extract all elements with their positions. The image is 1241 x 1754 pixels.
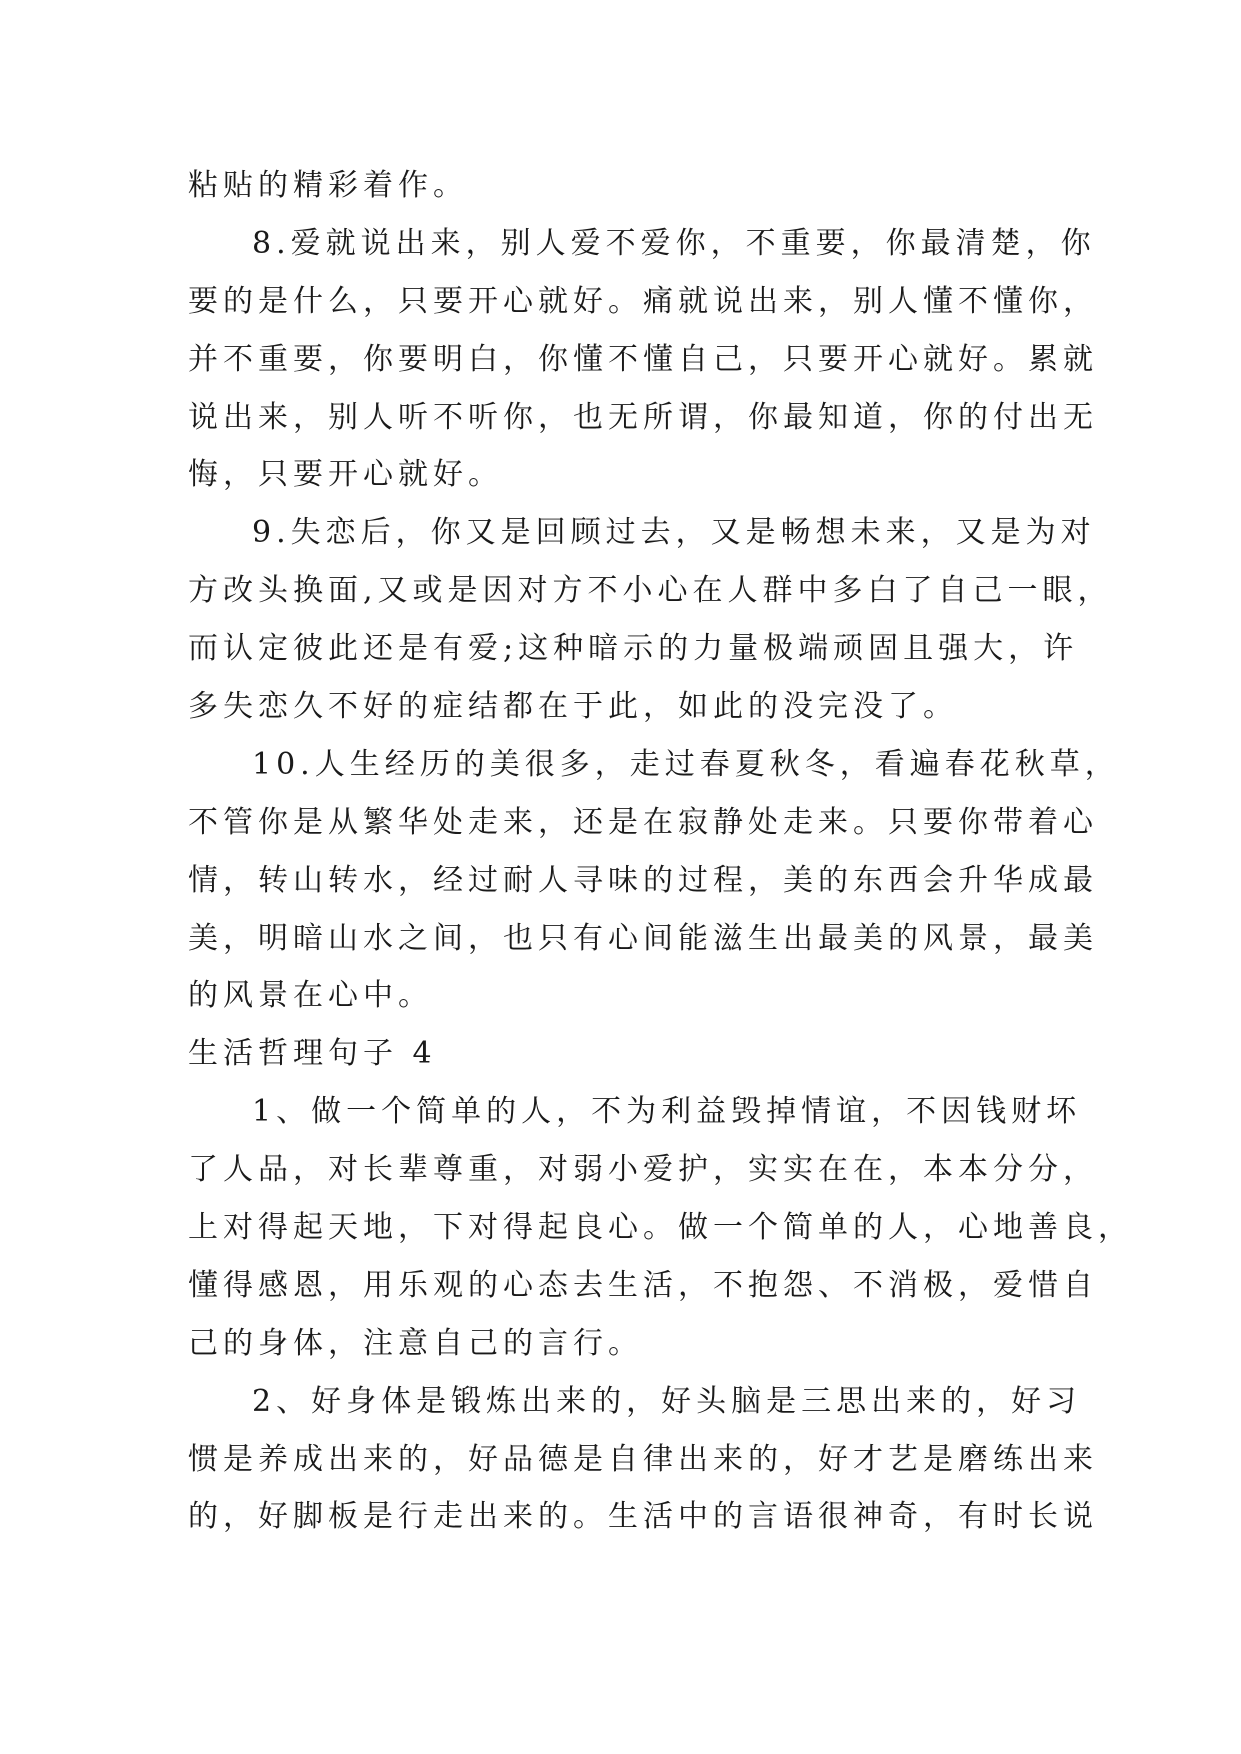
section-heading: 生活哲理句子 4	[188, 1036, 437, 1072]
text-line: 并不重要，你要明白，你懂不懂自己，只要开心就好。累就	[188, 341, 1098, 377]
text-line: 不管你是从繁华处走来，还是在寂静处走来。只要你带着心	[188, 804, 1098, 840]
text-line: 惯是养成出来的，好品德是自律出来的，好才艺是磨练出来	[188, 1441, 1098, 1477]
text-line: 而认定彼此还是有爱;这种暗示的力量极端顽固且强大，许	[188, 631, 1079, 667]
text-line: 粘贴的精彩着作。	[188, 168, 468, 203]
text-line: 悔，只要开心就好。	[188, 457, 503, 493]
text-line: 说出来，别人听不听你，也无所谓，你最知道，你的付出无	[188, 399, 1098, 435]
document-body	[188, 157, 1133, 1546]
text-line: 懂得感恩，用乐观的心态去生活，不抱怨、不消极，爱惜自	[188, 1267, 1098, 1303]
text-line: 己的身体，注意自己的言行。	[188, 1325, 643, 1361]
text-line: 要的是什么，只要开心就好。痛就说出来，别人懂不懂你，	[188, 283, 1098, 319]
item-10-line-1: 10.人生经历的美很多，走过春夏秋冬，看遍春花秋草，	[252, 746, 1120, 782]
text-line: 的风景在心中。	[188, 978, 433, 1014]
item-8-line-1: 8.爱就说出来，别人爱不爱你，不重要，你最清楚，你	[252, 225, 1096, 261]
text-line: 多失恋久不好的症结都在于此，如此的没完没了。	[188, 689, 958, 725]
text-line: 上对得起天地，下对得起良心。做一个简单的人，心地善良，	[188, 1210, 1133, 1246]
item-2-line-1: 2、好身体是锻炼出来的，好头脑是三思出来的，好习	[252, 1383, 1082, 1419]
item-1-line-1: 1、做一个简单的人，不为利益毁掉情谊，不因钱财坏	[252, 1094, 1082, 1130]
text-line: 方改头换面,又或是因对方不小心在人群中多白了自己一眼，	[188, 573, 1113, 609]
text-line: 情，转山转水，经过耐人寻味的过程，美的东西会升华成最	[188, 862, 1098, 898]
item-9-line-1: 9.失恋后，你又是回顾过去，又是畅想未来，又是为对	[252, 515, 1096, 551]
text-line: 了人品，对长辈尊重，对弱小爱护，实实在在，本本分分，	[188, 1152, 1098, 1188]
text-line: 的，好脚板是行走出来的。生活中的言语很神奇，有时长说	[188, 1499, 1098, 1535]
text-line: 美，明暗山水之间，也只有心间能滋生出最美的风景，最美	[188, 920, 1098, 956]
